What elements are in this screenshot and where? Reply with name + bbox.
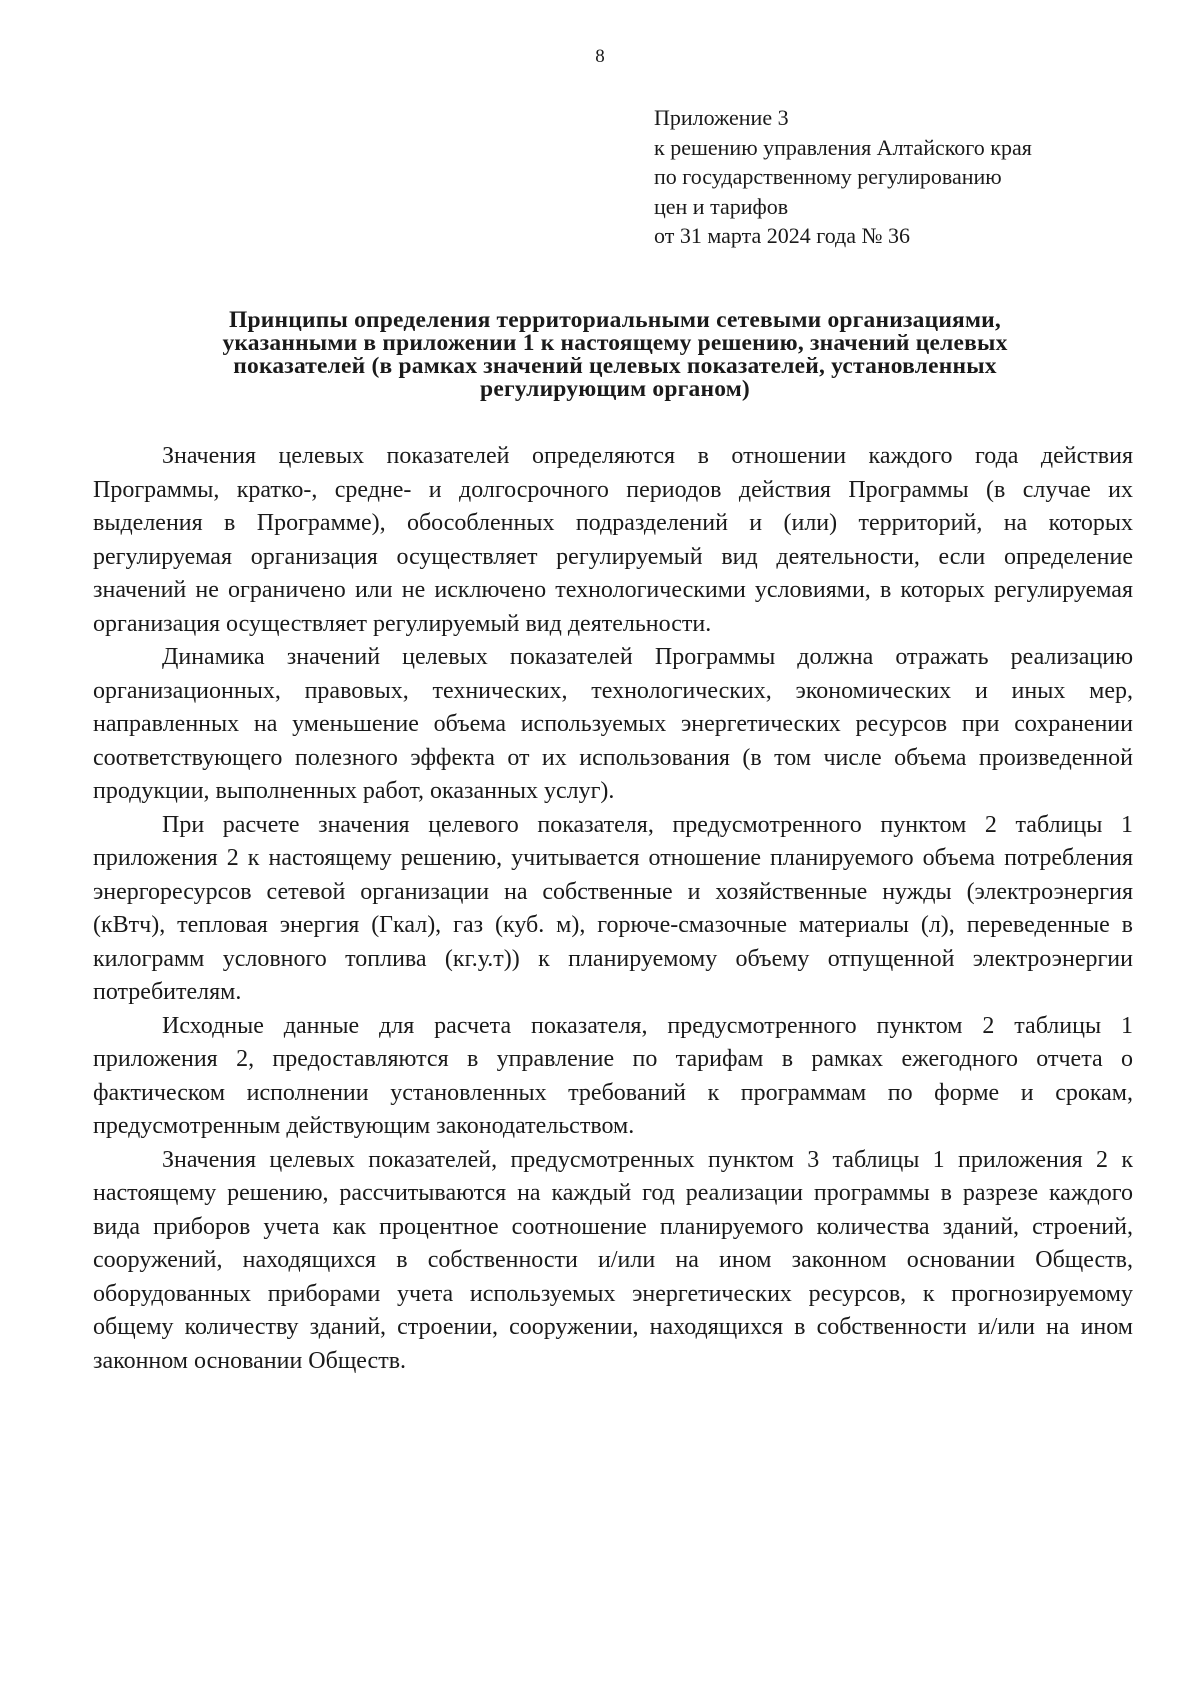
body-paragraph: Динамика значений целевых показателей Программы должна отражать реализацию организационных, правовых, технических, технологических, экономических и иных мер, направленных на уменьшение объема используемых энергетических ресурсов при сохранении соответствующего полезного эффекта от их использования (в том числе объема произведенной продукции, выполненных работ, оказанных услуг). [93,644,1133,804]
body-paragraph: Значения целевых показателей, предусмотренных пунктом 3 таблицы 1 приложения 2 к настоящему решению, рассчитываются на каждый год реализации программы в разрезе каждого вида приборов учета как процентное соотношение планируемого количества зданий, строений, сооружений, находящихся в собственности и/или на ином законном основании Обществ, оборудованных приборами учета используемых энергетических ресурсов, к прогнозируемому общему количеству зданий, строении, сооружении, находящихся в собственности и/или на ином законном основании Обществ. [93,1146,1133,1374]
body-paragraph: Исходные данные для расчета показателя, предусмотренного пунктом 2 таблицы 1 приложения 2, предоставляются в управление по тарифам в рамках ежегодного отчета о фактическом исполнении установленных требований к программам по форме и срокам, предусмотренным действующим законодательством. [93,1012,1133,1139]
page-number: 8 [595,46,605,67]
title-line: Принципы определения территориальными сетевыми организациями, [229,307,1001,333]
appendix-line: цен и тарифов [654,193,789,219]
body-paragraph: При расчете значения целевого показателя, предусмотренного пунктом 2 таблицы 1 приложения 2 к настоящему решению, учитывается отношение планируемого объема потребления энергоресурсов сетевой организации на собственные и хозяйственные нужды (электроэнергия (кВтч), тепловая энергия (Гкал), газ (куб. м), горюче-смазочные материалы (л), переведенные в килограмм условного топлива (кг.у.т)) к планируемому объему отпущенной электроэнергии потребителям. [93,811,1133,1005]
appendix-line: от 31 марта 2024 года № 36 [654,223,911,248]
body-paragraph: Значения целевых показателей определяются в отношении каждого года действия Программы, кратко-, средне- и долгосрочного периодов действия Программы (в случае их выделения в Программе), обособленных подразделений и (или) территорий, на которых регулируемая организация осуществляет регулируемый вид деятельности, если определение значений не ограничено или не исключено технологическими условиями, в которых регулируемая организация осуществляет регулируемый вид деятельности. [93,443,1133,637]
document-body [93,440,1133,1378]
title-line: показателей (в рамках значений целевых показателей, установленных [233,353,997,379]
appendix-line: к решению управления Алтайского края [654,134,1032,160]
document-title [100,309,1130,401]
title-line: регулирующим органом) [480,376,750,402]
title-line: указанными в приложении 1 к настоящему решению, значений целевых [222,330,1008,356]
appendix-line: Приложение 3 [654,105,789,130]
appendix-line: по государственному регулированию [654,164,1002,189]
appendix-block [654,103,1032,251]
